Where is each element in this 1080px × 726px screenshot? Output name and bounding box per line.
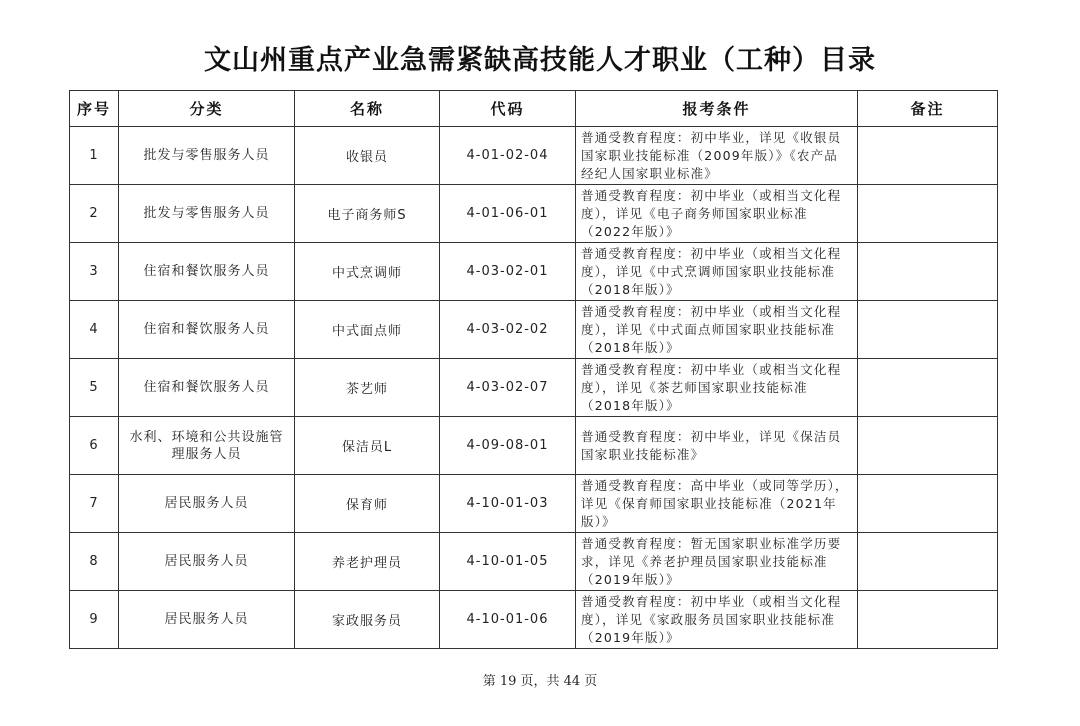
table-header-row — [70, 91, 998, 127]
table-row — [70, 359, 998, 417]
cell-code: 4-10-01-03 — [440, 475, 576, 533]
cell-name: 电子商务师S — [295, 185, 440, 243]
cell-code: 4-01-02-04 — [440, 127, 576, 185]
cell-index: 3 — [70, 243, 119, 301]
cell-category: 住宿和餐饮服务人员 — [119, 301, 295, 359]
occupation-table — [69, 90, 998, 649]
cell-requirements: 普通受教育程度：初中毕业（或相当文化程度），详见《家政服务员国家职业技能标准（2019年版）》 — [576, 591, 858, 649]
cell-remarks — [858, 475, 998, 533]
cell-category: 居民服务人员 — [119, 475, 295, 533]
cell-requirements: 普通受教育程度：初中毕业（或相当文化程度），详见《中式面点师国家职业技能标准（2018年版）》 — [576, 301, 858, 359]
cell-remarks — [858, 359, 998, 417]
table-row — [70, 533, 998, 591]
cell-category: 批发与零售服务人员 — [119, 127, 295, 185]
cell-code: 4-03-02-07 — [440, 359, 576, 417]
header-requirements: 报考条件 — [576, 91, 858, 127]
header-code: 代码 — [440, 91, 576, 127]
cell-index: 6 — [70, 417, 119, 475]
cell-name: 收银员 — [295, 127, 440, 185]
cell-remarks — [858, 301, 998, 359]
cell-name: 中式面点师 — [295, 301, 440, 359]
cell-remarks — [858, 533, 998, 591]
cell-code: 4-01-06-01 — [440, 185, 576, 243]
cell-requirements: 普通受教育程度：初中毕业（或相当文化程度），详见《茶艺师国家职业技能标准（2018年版）》 — [576, 359, 858, 417]
table-row — [70, 591, 998, 649]
cell-name: 中式烹调师 — [295, 243, 440, 301]
cell-name: 茶艺师 — [295, 359, 440, 417]
cell-category: 住宿和餐饮服务人员 — [119, 359, 295, 417]
cell-code: 4-09-08-01 — [440, 417, 576, 475]
header-name: 名称 — [295, 91, 440, 127]
cell-requirements: 普通受教育程度：初中毕业，详见《保洁员国家职业技能标准》 — [576, 417, 858, 475]
table-row — [70, 127, 998, 185]
cell-index: 4 — [70, 301, 119, 359]
page-title: 文山州重点产业急需紧缺高技能人才职业（工种）目录 — [204, 45, 876, 76]
cell-index: 5 — [70, 359, 119, 417]
cell-name: 保育师 — [295, 475, 440, 533]
cell-name: 家政服务员 — [295, 591, 440, 649]
cell-code: 4-10-01-06 — [440, 591, 576, 649]
cell-requirements: 普通受教育程度：暂无国家职业标准学历要求，详见《养老护理员国家职业技能标准（2019年版）》 — [576, 533, 858, 591]
cell-category: 住宿和餐饮服务人员 — [119, 243, 295, 301]
cell-requirements: 普通受教育程度：初中毕业（或相当文化程度），详见《电子商务师国家职业标准（2022年版）》 — [576, 185, 858, 243]
cell-remarks — [858, 417, 998, 475]
cell-name: 养老护理员 — [295, 533, 440, 591]
table-row — [70, 185, 998, 243]
table-row — [70, 243, 998, 301]
header-category: 分类 — [119, 91, 295, 127]
header-index: 序号 — [70, 91, 119, 127]
cell-requirements: 普通受教育程度：初中毕业（或相当文化程度），详见《中式烹调师国家职业技能标准（2018年版）》 — [576, 243, 858, 301]
cell-remarks — [858, 591, 998, 649]
header-remarks: 备注 — [858, 91, 998, 127]
cell-code: 4-10-01-05 — [440, 533, 576, 591]
page-number-footer: 第 19 页，共 44 页 — [482, 674, 598, 689]
table-row — [70, 475, 998, 533]
cell-index: 1 — [70, 127, 119, 185]
table-row — [70, 301, 998, 359]
cell-category: 批发与零售服务人员 — [119, 185, 295, 243]
cell-remarks — [858, 127, 998, 185]
cell-remarks — [858, 243, 998, 301]
cell-requirements: 普通受教育程度：高中毕业（或同等学历），详见《保育师国家职业技能标准（2021年版）》 — [576, 475, 858, 533]
cell-code: 4-03-02-01 — [440, 243, 576, 301]
table-row — [70, 417, 998, 475]
cell-category: 水利、环境和公共设施管理服务人员 — [119, 417, 295, 475]
cell-index: 9 — [70, 591, 119, 649]
cell-index: 2 — [70, 185, 119, 243]
cell-index: 7 — [70, 475, 119, 533]
cell-remarks — [858, 185, 998, 243]
cell-name: 保洁员L — [295, 417, 440, 475]
cell-category: 居民服务人员 — [119, 591, 295, 649]
cell-requirements: 普通受教育程度：初中毕业，详见《收银员国家职业技能标准（2009年版）》《农产品经纪人国家职业标准》 — [576, 127, 858, 185]
cell-category: 居民服务人员 — [119, 533, 295, 591]
cell-code: 4-03-02-02 — [440, 301, 576, 359]
cell-index: 8 — [70, 533, 119, 591]
